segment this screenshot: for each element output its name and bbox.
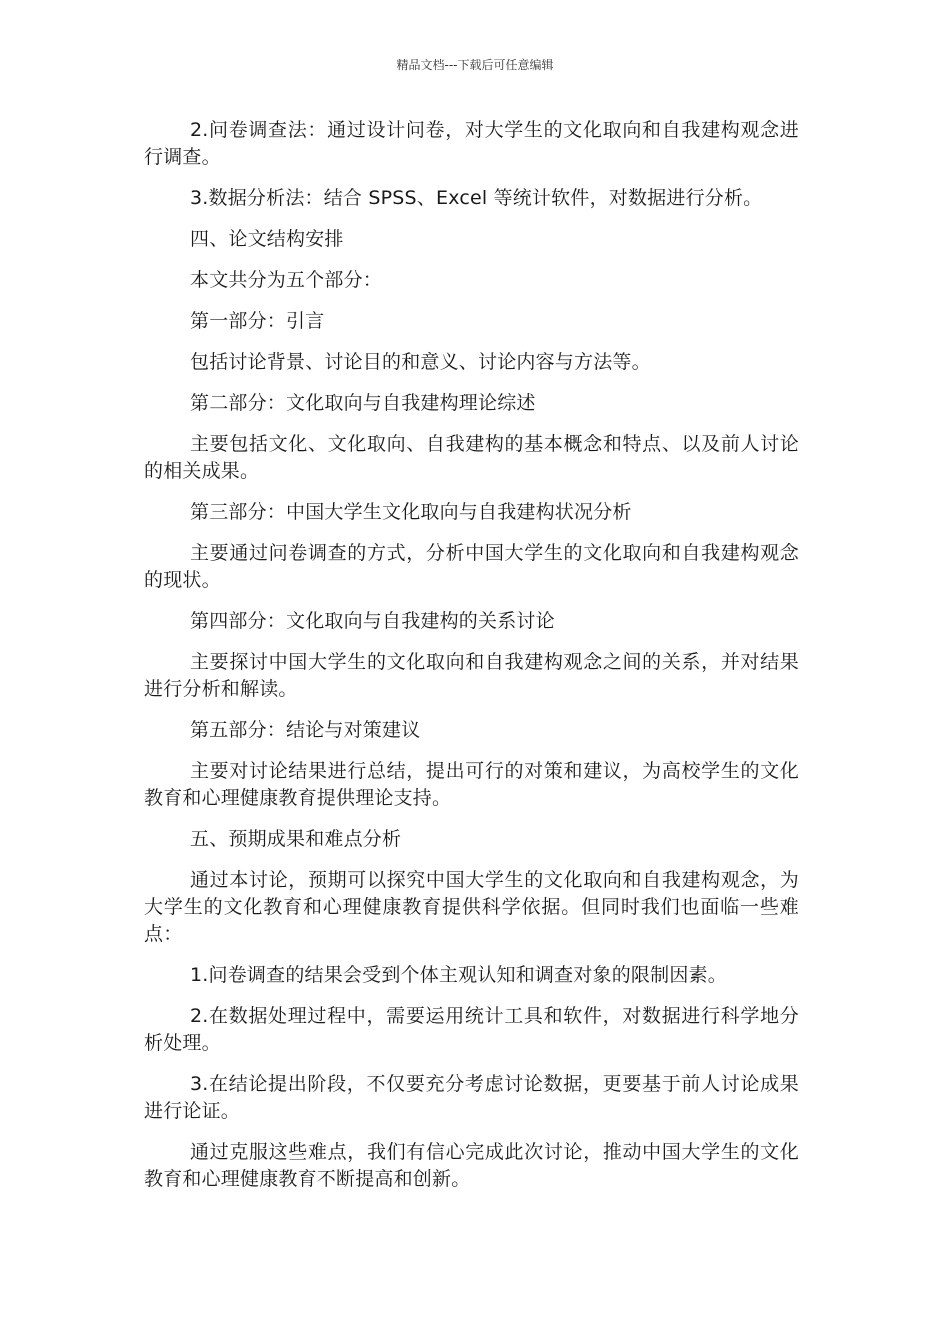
document-body	[144, 117, 799, 1207]
paragraph-conclusion: 通过克服这些难点，我们有信心完成此次讨论，推动中国大学生的文化教育和心理健康教育不断提高和创新。	[144, 1141, 799, 1190]
part-heading-5: 第五部分：结论与对策建议	[190, 719, 421, 741]
part-heading-1: 第一部分：引言	[190, 310, 325, 332]
paragraph-method-questionnaire: 2.问卷调查法：通过设计问卷，对大学生的文化取向和自我建构观念进行调查。	[144, 119, 799, 168]
difficulty-item-2: 2.在数据处理过程中，需要运用统计工具和软件，对数据进行科学地分析处理。	[144, 1005, 799, 1054]
paragraph-structure-intro: 本文共分为五个部分：	[190, 269, 383, 291]
page-header: 精品文档---下载后可任意编辑	[396, 58, 554, 72]
section-heading-structure: 四、论文结构安排	[190, 228, 344, 250]
part-description-5: 主要对讨论结果进行总结，提出可行的对策和建议，为高校学生的文化教育和心理健康教育提供理论支持。	[144, 760, 799, 809]
part-heading-2: 第二部分：文化取向与自我建构理论综述	[190, 392, 536, 414]
paragraph-outcomes-intro: 通过本讨论，预期可以探究中国大学生的文化取向和自我建构观念，为大学生的文化教育和心理健康教育提供科学依据。但同时我们也面临一些难点：	[144, 869, 799, 945]
difficulty-item-1: 1.问卷调查的结果会受到个体主观认知和调查对象的限制因素。	[190, 964, 727, 986]
part-description-4: 主要探讨中国大学生的文化取向和自我建构观念之间的关系，并对结果进行分析和解读。	[144, 651, 799, 700]
part-heading-3: 第三部分：中国大学生文化取向与自我建构状况分析	[190, 501, 632, 523]
part-description-1: 包括讨论背景、讨论目的和意义、讨论内容与方法等。	[190, 351, 651, 373]
part-heading-4: 第四部分：文化取向与自我建构的关系讨论	[190, 610, 555, 632]
part-description-2: 主要包括文化、文化取向、自我建构的基本概念和特点、以及前人讨论的相关成果。	[144, 433, 799, 482]
section-heading-outcomes: 五、预期成果和难点分析	[190, 828, 402, 850]
paragraph-method-data-analysis: 3.数据分析法：结合 SPSS、Excel 等统计软件，对数据进行分析。	[190, 187, 763, 209]
part-description-3: 主要通过问卷调查的方式，分析中国大学生的文化取向和自我建构观念的现状。	[144, 542, 799, 591]
difficulty-item-3: 3.在结论提出阶段，不仅要充分考虑讨论数据，更要基于前人讨论成果进行论证。	[144, 1073, 799, 1122]
